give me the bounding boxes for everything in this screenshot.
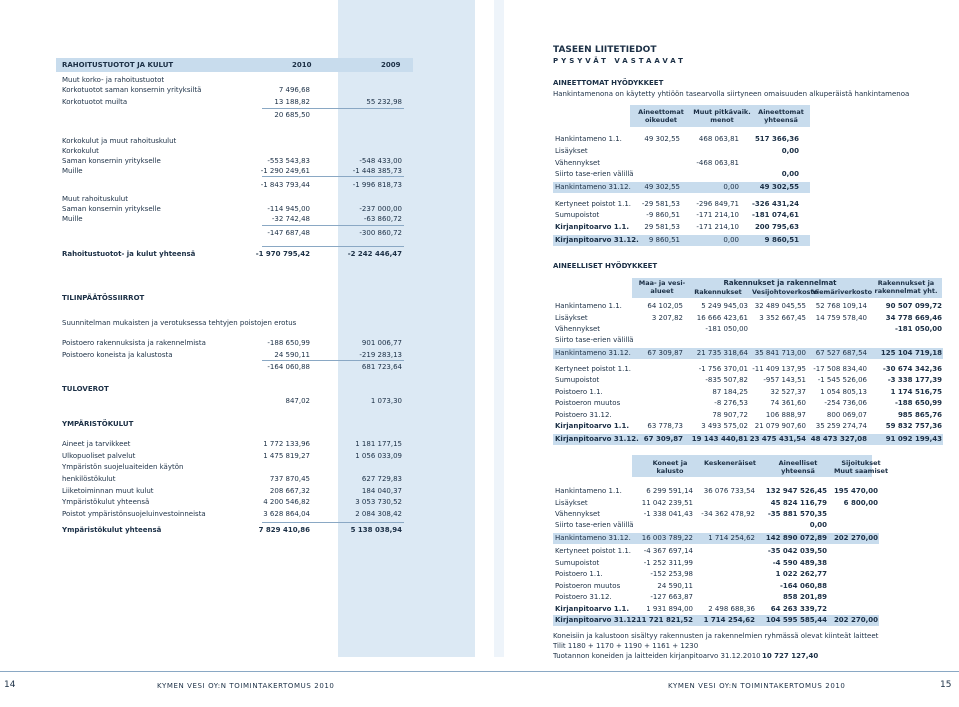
ae-cell: 32 489 045,55 bbox=[754, 302, 806, 310]
row-2010: 7 496,68 bbox=[278, 86, 310, 94]
ko-cell: 202 270,00 bbox=[833, 534, 878, 542]
ae-cell: 16 666 423,61 bbox=[696, 314, 748, 322]
ai-cell: -296 849,71 bbox=[696, 200, 739, 208]
ai-cell: 468 063,81 bbox=[698, 135, 739, 143]
ai-cell: -181 074,61 bbox=[752, 211, 799, 219]
ymparisto-total-label: Ympäristökulut yhteensä bbox=[62, 526, 162, 534]
ko-cell: -164 060,88 bbox=[780, 582, 827, 590]
ko-row-label: Vähennykset bbox=[555, 510, 601, 518]
ko-cell: 858 201,89 bbox=[782, 593, 827, 601]
row-2009: 55 232,98 bbox=[366, 98, 402, 106]
ko-row-label: Poistoeron muutos bbox=[555, 582, 621, 590]
ko-col-header: Keskeneräiset bbox=[704, 459, 756, 467]
year-2009: 2009 bbox=[381, 61, 401, 69]
ae-cell: -181 050,00 bbox=[895, 325, 942, 333]
footer-left: KYMEN VESI OY:N TOIMINTAKERTOMUS 2010 bbox=[157, 682, 335, 690]
ai-cell: -29 581,53 bbox=[641, 200, 680, 208]
ko-col-header: Aineelliset yhteensä bbox=[778, 459, 818, 475]
ai-row-label: Kirjanpitoarvo 31.12. bbox=[555, 236, 639, 244]
ym-label: Ympäristön suojeluaiteiden käytön bbox=[62, 463, 184, 471]
section-title: RAHOITUSTUOTOT JA KULUT bbox=[62, 61, 174, 69]
ae-row-label: Vähennykset bbox=[555, 325, 601, 333]
ai-cell: 517 366,36 bbox=[754, 135, 799, 143]
ai-row-label: Hankintameno 31.12. bbox=[555, 183, 631, 191]
note-3: Tuotannon koneiden ja laitteiden kirjanpitoarvo 31.12.2010 bbox=[553, 652, 761, 660]
ko-row-label: Kirjanpitoarvo 31.12. bbox=[555, 616, 639, 624]
ae-cell: 35 841 713,00 bbox=[754, 349, 806, 357]
ai-cell: -171 214,10 bbox=[696, 211, 739, 219]
ae-group-header: Rakennukset ja rakennelmat bbox=[723, 279, 837, 287]
row-2010: -114 945,00 bbox=[267, 205, 310, 213]
gutter-band bbox=[494, 0, 504, 657]
ko-row-label: Kirjanpitoarvo 1.1. bbox=[555, 605, 629, 613]
ae-cell: 78 907,72 bbox=[712, 411, 748, 419]
ae-cell: 125 104 719,18 bbox=[880, 349, 942, 357]
tp-2010: -188 650,99 bbox=[267, 339, 310, 347]
row-2009: -1 996 818,73 bbox=[352, 181, 402, 189]
ko-cell: 6 800,00 bbox=[843, 499, 878, 507]
ko-cell: 202 270,00 bbox=[833, 616, 878, 624]
ai-cell: 0,00 bbox=[781, 147, 799, 155]
note-1: Koneisiin ja kalustoon sisältyy rakennusten ja rakennelmien ryhmässä olevat kiinteät laitteet bbox=[553, 632, 879, 640]
ym-label: Aineet ja tarvikkeet bbox=[62, 440, 131, 448]
note-3-value: 10 727 127,40 bbox=[762, 652, 819, 660]
tp-label: Poistoero koneista ja kalustosta bbox=[62, 351, 173, 359]
row-2010: -1 843 793,44 bbox=[260, 181, 310, 189]
right-subtitle: PYSYVÄT VASTAAVAT bbox=[553, 57, 686, 65]
ae-cell: 91 092 199,43 bbox=[885, 435, 942, 443]
ym-2010: 1 772 133,96 bbox=[263, 440, 310, 448]
ko-row-label: Siirto tase-erien välillä bbox=[555, 521, 634, 529]
ae-cell: 985 865,76 bbox=[897, 411, 942, 419]
ai-row-label: Kirjanpitoarvo 1.1. bbox=[555, 223, 629, 231]
ae-cell: 87 184,25 bbox=[712, 388, 748, 396]
ae-cell: 74 361,60 bbox=[770, 399, 806, 407]
ae-cell: 3 207,82 bbox=[651, 314, 683, 322]
ae-cell: 23 475 431,54 bbox=[749, 435, 806, 443]
row-2010: -32 742,48 bbox=[271, 215, 310, 223]
row-2010: -1 290 249,61 bbox=[260, 167, 310, 175]
row-label: Korkokulut ja muut rahoituskulut bbox=[62, 137, 177, 145]
ym-label: Ulkopuoliset palvelut bbox=[62, 452, 136, 460]
ko-row-label: Hankintameno 1.1. bbox=[555, 487, 622, 495]
ae-cell: 14 759 578,40 bbox=[815, 314, 867, 322]
ae-row-label: Hankintameno 1.1. bbox=[555, 302, 622, 310]
ae-cell: 106 888,97 bbox=[765, 411, 806, 419]
ae-col-header: Vesijohtoverkosto bbox=[752, 288, 818, 296]
ae-cell: 19 143 440,81 bbox=[691, 435, 748, 443]
ae-cell: -8 276,53 bbox=[714, 399, 748, 407]
ko-cell: -1 252 311,99 bbox=[643, 559, 693, 567]
ym-2010: 1 475 819,27 bbox=[263, 452, 310, 460]
tuloverot-2010: 847,02 bbox=[285, 397, 310, 405]
ae-cell: 35 259 274,74 bbox=[815, 422, 867, 430]
ae-cell: -181 050,00 bbox=[705, 325, 748, 333]
ae-col-header: Viemäriverkosto bbox=[812, 288, 873, 296]
ae-cell: 48 473 327,08 bbox=[810, 435, 867, 443]
ko-cell: 2 498 688,36 bbox=[708, 605, 755, 613]
tilinpaatos-text: Suunnitelman mukaisten ja verotuksessa tehtyjen poistojen erotus bbox=[62, 319, 297, 327]
ae-cell: 52 768 109,14 bbox=[815, 302, 867, 310]
ae-cell: 67 309,87 bbox=[647, 349, 683, 357]
ae-cell: 1 174 516,75 bbox=[890, 388, 942, 396]
ae-cell: -957 143,51 bbox=[763, 376, 806, 384]
ko-cell: -35 042 039,50 bbox=[767, 547, 827, 555]
ym-2010: 737 870,45 bbox=[269, 475, 310, 483]
row-2009: -63 860,72 bbox=[363, 215, 402, 223]
row-2010: 20 685,50 bbox=[274, 111, 310, 119]
page-number-right: 15 bbox=[940, 680, 952, 690]
row-2010: -553 543,83 bbox=[267, 157, 310, 165]
ko-col-header: Sijoitukset Muut saamiset bbox=[833, 459, 889, 475]
ko-cell: 1 022 262,77 bbox=[775, 570, 827, 578]
ae-row-label: Poistoero 31.12. bbox=[555, 411, 612, 419]
ym-label: Ympäristökulut yhteensä bbox=[62, 498, 150, 506]
ko-cell: 1 714 254,62 bbox=[703, 616, 755, 624]
row-label: Saman konsernin yritykselle bbox=[62, 205, 161, 213]
ai-cell: 9 860,51 bbox=[764, 236, 799, 244]
tp-2010: 24 590,11 bbox=[274, 351, 310, 359]
row-label: Korkokulut bbox=[62, 147, 99, 155]
ae-row-label: Siirto tase-erien välillä bbox=[555, 336, 634, 344]
ae-cell: 5 249 945,03 bbox=[701, 302, 748, 310]
ai-row-label: Hankintameno 1.1. bbox=[555, 135, 622, 143]
ym-label: Liiketoiminnan muut kulut bbox=[62, 487, 154, 495]
note-2: Tilit 1180 + 1170 + 1190 + 1161 + 1230 bbox=[553, 642, 699, 650]
row-label: Muut rahoituskulut bbox=[62, 195, 128, 203]
ai-cell: 200 795,63 bbox=[754, 223, 799, 231]
row-2009: -2 242 446,47 bbox=[347, 250, 402, 258]
tuloverot-2009: 1 073,30 bbox=[370, 397, 402, 405]
aineettomat-title: AINEETTOMAT HYÖDYKKEET bbox=[553, 79, 664, 87]
ae-cell: 1 054 805,13 bbox=[820, 388, 867, 396]
ae-col-header: Rakennukset bbox=[694, 288, 742, 296]
ym-rule bbox=[262, 522, 404, 523]
ai-cell: 0,00 bbox=[781, 170, 799, 178]
tp-rule bbox=[262, 360, 404, 361]
ai-cell: -468 063,81 bbox=[696, 159, 739, 167]
row-label: Korkotuotot saman konsernin yrityksiltä bbox=[62, 86, 202, 94]
ae-cell: -254 736,06 bbox=[824, 399, 867, 407]
tp-2009: 681 723,64 bbox=[361, 363, 402, 371]
ae-cell: -30 674 342,36 bbox=[882, 365, 942, 373]
ae-cell: 800 069,07 bbox=[826, 411, 867, 419]
ae-col-header: Rakennukset ja rakennelmat yht. bbox=[874, 279, 938, 295]
rule-total bbox=[262, 246, 404, 247]
ko-cell: 104 595 585,44 bbox=[765, 616, 827, 624]
ym-2009: 1 056 033,09 bbox=[355, 452, 402, 460]
ym-2009: 3 053 730,52 bbox=[355, 498, 402, 506]
ae-cell: 90 507 099,72 bbox=[885, 302, 942, 310]
ae-cell: 67 309,87 bbox=[643, 435, 683, 443]
ae-cell: 63 778,73 bbox=[647, 422, 683, 430]
row-2009: -548 433,00 bbox=[359, 157, 402, 165]
ymparisto-total-2009: 5 138 038,94 bbox=[350, 526, 402, 534]
ae-row-label: Kirjanpitoarvo 1.1. bbox=[555, 422, 629, 430]
ym-label: Poistot ympäristönsuojeluinvestoinneista bbox=[62, 510, 206, 518]
ym-label: henkilöstökulut bbox=[62, 475, 116, 483]
ko-row-label: Poistoero 1.1. bbox=[555, 570, 603, 578]
ae-row-label: Sumupoistot bbox=[555, 376, 600, 384]
ai-cell: -9 860,51 bbox=[646, 211, 680, 219]
ai-cell: 49 302,55 bbox=[644, 135, 680, 143]
row-2010: -1 970 795,42 bbox=[255, 250, 310, 258]
ae-cell: -188 650,99 bbox=[895, 399, 942, 407]
ko-col-header: Koneet ja kalusto bbox=[652, 459, 688, 475]
ae-cell: 3 352 667,45 bbox=[759, 314, 806, 322]
ae-row-label: Kirjanpitoarvo 31.12. bbox=[555, 435, 639, 443]
ae-cell: 67 527 687,54 bbox=[815, 349, 867, 357]
ae-row-label: Lisäykset bbox=[555, 314, 588, 322]
ae-row-label: Poistoero 1.1. bbox=[555, 388, 603, 396]
ae-col-header: Maa- ja vesi-alueet bbox=[638, 279, 686, 295]
row-label: Saman konsernin yritykselle bbox=[62, 157, 161, 165]
ko-cell: -1 338 041,43 bbox=[643, 510, 693, 518]
ae-row-label: Kertyneet poistot 1.1. bbox=[555, 365, 632, 373]
ko-cell: 6 299 591,14 bbox=[646, 487, 693, 495]
ae-cell: 21 735 318,64 bbox=[696, 349, 748, 357]
rule-sub-3 bbox=[262, 225, 404, 226]
ko-cell: -152 253,98 bbox=[650, 570, 693, 578]
footer-right: KYMEN VESI OY:N TOIMINTAKERTOMUS 2010 bbox=[668, 682, 846, 690]
ko-cell: 132 947 526,45 bbox=[765, 487, 827, 495]
ai-cell: 49 302,55 bbox=[759, 183, 799, 191]
ai-row-label: Sumupoistot bbox=[555, 211, 600, 219]
ko-cell: 1 714 254,62 bbox=[708, 534, 755, 542]
row-2009: -1 448 385,73 bbox=[352, 167, 402, 175]
ae-row-label: Hankintameno 31.12. bbox=[555, 349, 631, 357]
tp-2009: 901 006,77 bbox=[361, 339, 402, 347]
row-label: Muille bbox=[62, 167, 83, 175]
ko-cell: 64 263 339,72 bbox=[770, 605, 827, 613]
ko-cell: -34 362 478,92 bbox=[701, 510, 755, 518]
tuloverot-title: TULOVEROT bbox=[62, 385, 109, 393]
row-label: Korkotuotot muilta bbox=[62, 98, 128, 106]
ko-row-label: Kertyneet poistot 1.1. bbox=[555, 547, 632, 555]
ko-cell: 45 824 116,79 bbox=[770, 499, 827, 507]
ae-cell: -1 545 526,06 bbox=[817, 376, 867, 384]
tp-2010: -164 060,88 bbox=[267, 363, 310, 371]
ai-cell: 49 302,55 bbox=[644, 183, 680, 191]
ai-cell: -326 431,24 bbox=[752, 200, 799, 208]
ai-cell: 0,00 bbox=[723, 183, 739, 191]
tilinpaatos-title: TILINPÄÄTÖSSIIRROT bbox=[62, 294, 145, 302]
ko-row-label: Lisäykset bbox=[555, 499, 588, 507]
ae-cell: -835 507,82 bbox=[705, 376, 748, 384]
ym-2010: 3 628 864,04 bbox=[263, 510, 310, 518]
ko-cell: 1 931 894,00 bbox=[646, 605, 693, 613]
ai-col-header: Aineettomat yhteensä bbox=[758, 108, 804, 124]
ym-2009: 2 084 308,42 bbox=[355, 510, 402, 518]
ymparisto-title: YMPÄRISTÖKULUT bbox=[62, 420, 134, 428]
ym-2010: 4 200 546,82 bbox=[263, 498, 310, 506]
ko-cell: -4 367 697,14 bbox=[643, 547, 693, 555]
ae-cell: 21 079 907,60 bbox=[754, 422, 806, 430]
ko-cell: 16 003 789,22 bbox=[641, 534, 693, 542]
ai-row-label: Kertyneet poistot 1.1. bbox=[555, 200, 632, 208]
aineelliset-title: AINEELLISET HYÖDYKKEET bbox=[553, 262, 658, 270]
ae-cell: -1 756 370,01 bbox=[698, 365, 748, 373]
row-2009: -237 000,00 bbox=[359, 205, 402, 213]
ae-row-label: Poistoeron muutos bbox=[555, 399, 621, 407]
row-label: Muut korko- ja rahoitustuotot bbox=[62, 76, 165, 84]
ai-row-label: Lisäykset bbox=[555, 147, 588, 155]
ae-cell: 3 493 575,02 bbox=[701, 422, 748, 430]
ym-2010: 208 667,32 bbox=[269, 487, 310, 495]
footer-rule bbox=[0, 671, 959, 672]
rule-sub-2 bbox=[262, 176, 404, 177]
ko-row-label: Sumupoistot bbox=[555, 559, 600, 567]
ae-cell: 34 778 669,46 bbox=[885, 314, 942, 322]
tp-label: Poistoero rakennuksista ja rakennelmista bbox=[62, 339, 206, 347]
ym-2009: 627 729,83 bbox=[361, 475, 402, 483]
ko-cell: -127 663,87 bbox=[650, 593, 693, 601]
ai-cell: -171 214,10 bbox=[696, 223, 739, 231]
ko-cell: 195 470,00 bbox=[833, 487, 878, 495]
ko-row-label: Hankintameno 31.12. bbox=[555, 534, 631, 542]
ae-cell: 32 527,37 bbox=[770, 388, 806, 396]
row-label: Muille bbox=[62, 215, 83, 223]
ko-cell: 0,00 bbox=[809, 521, 827, 529]
ae-cell: -3 338 177,39 bbox=[887, 376, 942, 384]
page-number-left: 14 bbox=[4, 680, 16, 690]
ko-cell: 24 590,11 bbox=[657, 582, 693, 590]
ko-cell: -35 881 570,35 bbox=[767, 510, 827, 518]
right-title: TASEEN LIITETIEDOT bbox=[553, 45, 657, 55]
ae-cell: -17 508 834,40 bbox=[813, 365, 867, 373]
ko-cell: 11 721 821,52 bbox=[636, 616, 693, 624]
row-2009: -300 860,72 bbox=[359, 229, 402, 237]
rule-sub-1 bbox=[262, 108, 404, 109]
row-2010: 13 188,82 bbox=[274, 98, 310, 106]
row-label: Rahoitustuotot- ja kulut yhteensä bbox=[62, 250, 196, 258]
row-2010: -147 687,48 bbox=[267, 229, 310, 237]
aineettomat-text: Hankintamenona on käytetty yhtiöön tasearvolla siirtyneen omaisuuden alkuperäistä hankintamenoa bbox=[553, 90, 910, 98]
ai-cell: 29 581,53 bbox=[644, 223, 680, 231]
ai-col-header: Aineettomat oikeudet bbox=[638, 108, 684, 124]
ymparisto-total-2010: 7 829 410,86 bbox=[258, 526, 310, 534]
ai-row-label: Siirto tase-erien välillä bbox=[555, 170, 634, 178]
ae-cell: -11 409 137,95 bbox=[752, 365, 806, 373]
ko-cell: 142 890 072,89 bbox=[765, 534, 827, 542]
ai-row-label: Vähennykset bbox=[555, 159, 601, 167]
ko-cell: 36 076 733,54 bbox=[703, 487, 755, 495]
ym-2009: 184 040,37 bbox=[361, 487, 402, 495]
ko-cell: -4 590 489,38 bbox=[772, 559, 827, 567]
tp-2009: -219 283,13 bbox=[359, 351, 402, 359]
ai-cell: 0,00 bbox=[723, 236, 739, 244]
ai-cell: 9 860,51 bbox=[648, 236, 680, 244]
ko-cell: 11 042 239,51 bbox=[641, 499, 693, 507]
ae-cell: 64 102,05 bbox=[647, 302, 683, 310]
ae-cell: 59 832 757,36 bbox=[885, 422, 942, 430]
ko-row-label: Poistoero 31.12. bbox=[555, 593, 612, 601]
ym-2009: 1 181 177,15 bbox=[355, 440, 402, 448]
ai-col-header: Muut pitkävaik. menot bbox=[693, 108, 751, 124]
year-2010: 2010 bbox=[292, 61, 312, 69]
